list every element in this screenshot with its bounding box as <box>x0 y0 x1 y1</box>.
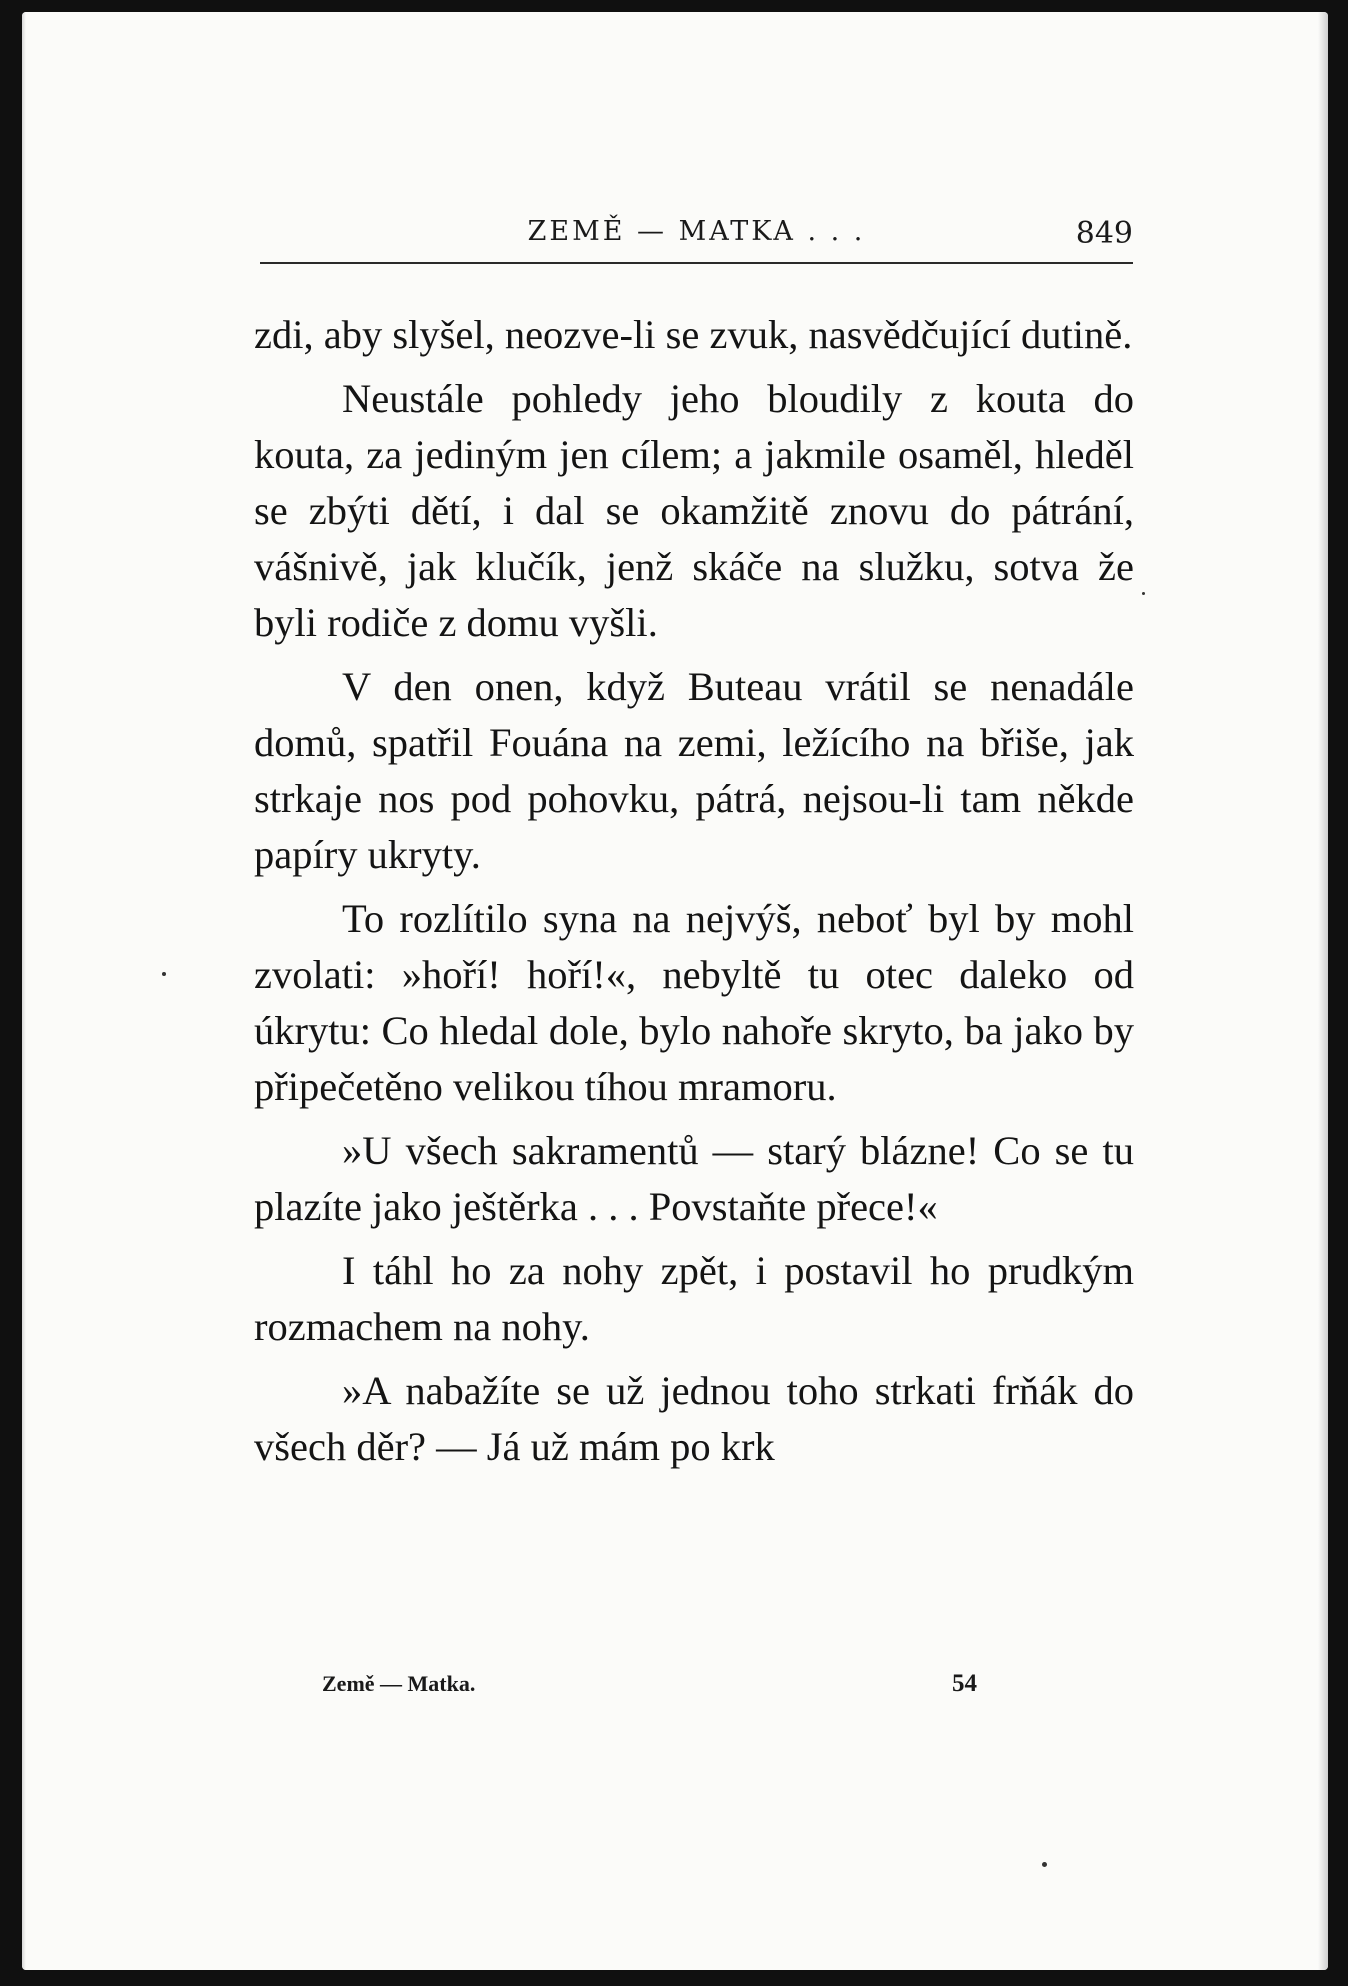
running-header <box>260 212 1133 262</box>
scan-speck <box>1042 1862 1047 1867</box>
paragraph-4: To rozlítilo syna na nejvýš, neboť byl by mohl zvolati: »hoří! hoří!«, nebyltě tu otec daleko od úkrytu: Co hledal dole, bylo nahoře skryto, ba jako by připečetěno velikou tíhou mramoru. <box>254 896 1134 1109</box>
paragraph-1: zdi, aby slyšel, neozve-li se zvuk, nasvědčující dutině. <box>254 312 1133 357</box>
scan-edge-right <box>1318 12 1328 1970</box>
scan-edge-left <box>22 12 26 1970</box>
page-number: 849 <box>1075 216 1133 251</box>
paragraph-3: V den onen, když Buteau vrátil se nenadále domů, spatřil Fouána na zemi, ležícího na břiše, jak strkaje nos pod pohovku, pátrá, nejsou-li tam někde papíry ukryty. <box>254 664 1134 877</box>
signature-title: Země — Matka. <box>322 1671 476 1696</box>
book-page <box>22 12 1328 1970</box>
paragraph-6: I táhl ho za nohy zpět, i postavil ho prudkým rozmachem na nohy. <box>254 1248 1134 1349</box>
scan-speck <box>1142 592 1145 595</box>
paragraph-5: »U všech sakramentů — starý blázne! Co se tu plazíte jako ještěrka . . . Povstaňte přece!« <box>254 1128 1134 1229</box>
paragraph-2: Neustále pohledy jeho bloudily z kouta do kouta, za jediným jen cílem; a jakmile osaměl, hleděl se zbýti dětí, i dal se okamžitě znovu do pátrání, vášnivě, jak klučík, jenž skáče na služku, sotva že byli rodiče z domu vyšli. <box>254 376 1134 645</box>
signature-footer <box>322 1667 1012 1707</box>
header-rule <box>260 262 1133 264</box>
scan-speck <box>162 972 166 976</box>
paragraph-7: »A nabažíte se už jednou toho strkati frňák do všech děr? — Já už mám po krk <box>254 1368 1134 1469</box>
signature-number: 54 <box>952 1670 977 1697</box>
body-text <box>254 307 1134 1475</box>
running-title: ZEMĚ — MATKA . . . <box>527 216 866 247</box>
